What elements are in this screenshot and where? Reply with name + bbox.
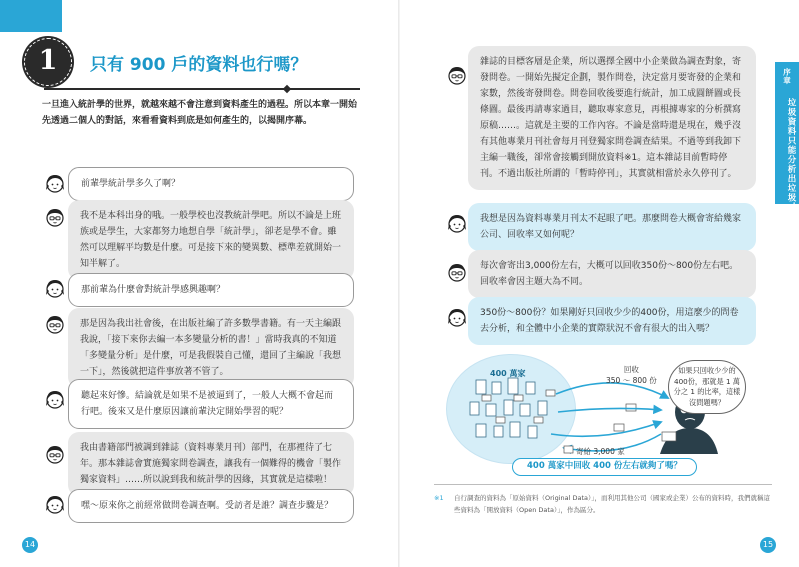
footnote-divider <box>434 484 772 485</box>
dialogue-bubble: 那前輩為什麼會對統計學感興趣啊？ <box>68 273 354 307</box>
dialogue-bubble: 350份～800份？如果剛好只回收少少的400份，用這麼少的問卷去分析，和全體中小企業的實際狀況不會有很大的出入嗎？ <box>468 297 756 345</box>
footnote-text: 自行調查的資料為「原始資料（Original Data）」，而利用其他公司（國家或企業）公布的資料時，我們就稱這些資料為「開放資料（Open Data）」，作為區分。 <box>454 494 771 514</box>
sent-label: 寄給 3,000 家 <box>576 447 625 456</box>
footnote <box>434 492 772 516</box>
dialogue-bubble: 雜誌的目標客層是企業，所以選擇全國中小企業做為調查對象，寄發問卷。一開始先擬定企劃，製作問卷，決定當月要寄發的企業和家數，然後寄發問卷。問卷回收後要進行統計，加工成圓餅圖或長條圖。最後再請專家過目，聽取專家意見，再根據專家的分析撰寫原稿……。這就是主要的工作內容。不論是當時還是現在，幾乎沒有其他專業月刊社會每月刊登獨家問卷調查結果。不過等到我卸下主編一職後，卻常會接觸到開放資料※1。這本雜誌目前暫時停刊。不過出版社所謂的「暫時停刊」，其實就相當於永久停刊了。 <box>468 46 756 190</box>
side-tab-chars: 序章 <box>782 68 792 85</box>
dialogue-bubble: 那是因為我出社會後，在出版社編了許多數學書籍。有一天主編跟我說，「接下來你去編一本多變量分析的書！」當時我真的不知道「多變量分析」是什麼，可是我假裝自己懂，還回了主編說「我想一下」，然後就把這件事放著不管了。 <box>68 308 354 388</box>
dialogue-bubble: 嘿～原來你之前經常做問卷調查啊。受訪者是誰？調查步驟是？ <box>68 489 354 523</box>
diagram-caption: 400 萬家中回收 400 份左右就夠了嗎？ <box>512 458 697 476</box>
corner-tab <box>0 0 62 32</box>
junior-avatar-icon <box>446 212 468 234</box>
footnote-mark: ※1 <box>434 494 444 502</box>
senior-avatar-icon <box>44 206 66 228</box>
senior-avatar-icon <box>44 443 66 465</box>
chapter-number: 1 <box>38 45 58 76</box>
chapter-title: 只有 900 戶的資料也行嗎？ <box>90 55 308 75</box>
senior-avatar-icon <box>446 64 468 86</box>
received-label: 回收 350 ～ 800 份 <box>606 365 657 385</box>
building-icon <box>470 378 547 438</box>
sampling-diagram <box>446 346 776 482</box>
senior-avatar-icon <box>44 313 66 335</box>
page-number-right: 15 <box>760 537 776 553</box>
title-rule <box>44 88 360 90</box>
junior-avatar-icon <box>44 493 66 515</box>
junior-avatar-icon <box>44 277 66 299</box>
dialogue-bubble: 前輩學統計學多久了啊？ <box>68 167 354 201</box>
junior-avatar-icon <box>44 172 66 194</box>
chapter-intro: 一旦進入統計學的世界，就越來越不會注意到資料產生的過程。所以本章一開始先透過二個人的對話，來看看資料到底是如何產生的，以揭開序幕。 <box>42 100 358 126</box>
dialogue-bubble: 我由書籍部門被調到雜誌（資料專業月刊）部門，在那裡待了七年。那本雜誌會實施獨家問卷調查，讓我有一個難得的機會「製作獨家資料」……所以說到我和統計學的因緣，其實就是這樣啦！ <box>68 432 354 496</box>
senior-avatar-icon <box>446 261 468 283</box>
dialogue-bubble: 我想是因為資料專業月刊太不起眼了吧。那麼問卷大概會寄給幾家公司、回收率又如何呢？ <box>468 203 756 251</box>
dialogue-bubble: 我不是本科出身的哦。一般學校也沒教統計學吧。所以不論是上班族或是學生，大家都努力地想自學「統計學」，卻老是學不會。雖然可以理解平均數是什麼。可是接下來的變異數、標準差就開始一知半解了。 <box>68 200 354 280</box>
dialogue-bubble: 聽起來好慘。結論就是如果不是被逼到了，一般人大概不會起而行吧。後來又是什麼原因讓前輩決定開始學習的呢？ <box>68 379 354 429</box>
junior-avatar-icon <box>44 388 66 410</box>
chapter-badge <box>22 36 74 88</box>
junior-avatar-icon <box>446 306 468 328</box>
book-gutter <box>398 0 400 567</box>
population-label: 400 萬家 <box>490 369 526 378</box>
thought-bubble: 如果只回收少少的400份，那就是 1 萬分之 1 的比率，這樣沒問題嗎？ <box>668 360 746 414</box>
dialogue-bubble: 每次會寄出3,000份左右，大概可以回收350份～800份左右吧。回收率會因主題大為不同。 <box>468 250 756 298</box>
side-tab-label: 垃圾資料只能分析出垃圾！ <box>786 98 796 212</box>
page-number-left: 14 <box>22 537 38 553</box>
